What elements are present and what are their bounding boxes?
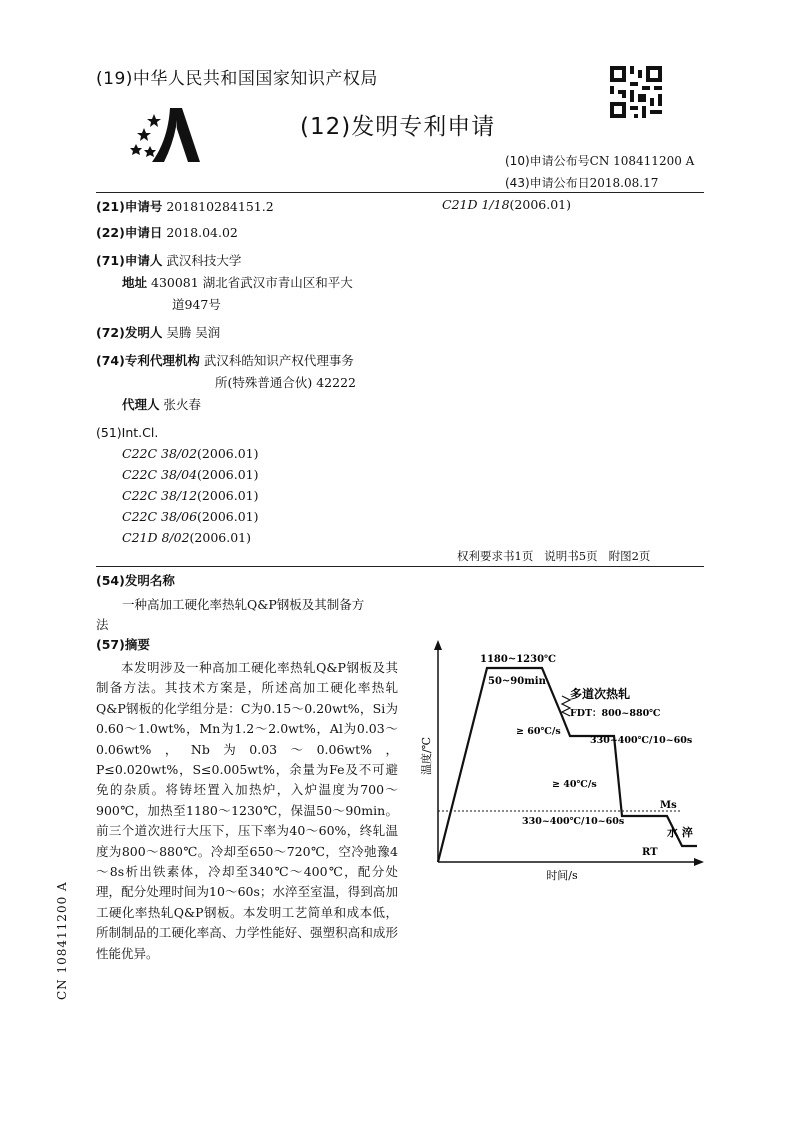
biblio-divider: [96, 566, 704, 567]
cnipa-logo: [130, 100, 212, 170]
header-divider: [96, 192, 704, 193]
publication-number-row: [505, 152, 694, 169]
ipc-version: (2006.01): [197, 509, 259, 524]
rt-label: RT: [642, 847, 658, 858]
application-number-field: [96, 196, 274, 217]
title-label: [96, 570, 175, 591]
pub-no: CN 108411200 A: [589, 154, 695, 168]
side-publication-number: CN 108411200 A: [55, 881, 69, 1000]
document-type: (12)发明专利申请: [300, 114, 496, 140]
pages-note: 权利要求书1页 说明书5页 附图2页: [457, 549, 651, 563]
ipc-item: [122, 488, 258, 503]
ipc-code: C22C 38/04: [122, 467, 198, 482]
publication-date-row: [505, 174, 658, 191]
agent-label: 代理人: [122, 397, 160, 412]
app-date-label: (22)申请日: [96, 225, 163, 240]
rolling-zigzag-icon: [562, 696, 570, 716]
hold-time-label: 50~90min: [488, 676, 546, 687]
abstract-label-text: (57)摘要: [96, 637, 150, 652]
app-no: 201810284151.2: [166, 199, 274, 214]
y-axis-arrow-icon: [434, 640, 442, 650]
ipc-item: [122, 446, 258, 461]
pub-date: 2018.08.17: [589, 176, 659, 190]
ipc-code: C22C 38/12: [122, 488, 198, 503]
agent-field: [122, 394, 201, 415]
agency-label: (74)专利代理机构: [96, 353, 200, 368]
ipc-code: C21D 8/02: [122, 530, 190, 545]
agency-line-2: 所(特殊普通合伙) 42222: [215, 375, 356, 390]
x-axis-label: 时间/s: [546, 869, 578, 882]
invention-title-line-2: 法: [96, 617, 109, 632]
ipc-item: [122, 530, 251, 545]
ipc-version: (2006.01): [197, 467, 259, 482]
inventor-label: (72)发明人: [96, 325, 163, 340]
applicant-label: (71)申请人: [96, 253, 163, 268]
qr-code-icon[interactable]: [610, 66, 662, 118]
partition-2-label: 330~400℃/10~60s: [522, 816, 625, 827]
ipc-right-code: C21D 1/18: [442, 197, 510, 212]
address-line-1: 430081 湖北省武汉市青山区和平大: [151, 275, 353, 290]
agency-line-1: 武汉科皓知识产权代理事务: [203, 353, 354, 368]
abstract-text: 本发明涉及一种高加工硬化率热轧Q&P钢板及其制备方法。其技术方案是，所述高加工硬化率热轧Q&P钢板的化学组分是：C为0.15～0.20wt%，Si为0.60～1.0wt%，Mn为1.2～2.0wt%，Al为0.03～0.06wt%，Nb为0.03～0.06wt%，P≤0.020wt%，S≤0.005wt%，余量为Fe及不可避免的杂质。将铸坯置入加热炉，入炉温度为700～900℃，加热至1180～1230℃，保温50～90min。前三个道次进行大压下，压下率为40～60%，终轧温度为800～880℃。冷却至650～720℃，空冷弛豫4～8s析出铁素体，冷却至340℃～400℃，配分处理，配分处理时间为10～60s；水淬至室温，得到高加工硬化率热轧Q&P钢板。本发明工艺简单和成本低，所制制品的工硬化率高、力学性能好、强塑积高和成形性能优异。: [96, 660, 398, 961]
ipc-item: [122, 467, 258, 482]
address-label: 地址: [122, 275, 148, 290]
partition-1-label: 330~400℃/10~60s: [590, 735, 693, 746]
cooling-rate-1-label: ≥ 60℃/s: [516, 726, 561, 737]
agent: 张火春: [163, 397, 202, 412]
ipc-version: (2006.01): [197, 488, 259, 503]
address-line-2: 道947号: [172, 297, 221, 312]
ipc-right-version: (2006.01): [509, 197, 571, 212]
ipc-code: C22C 38/02: [122, 446, 198, 461]
applicant-field: [96, 250, 241, 271]
ms-label: Ms: [660, 800, 677, 811]
address-field: [122, 272, 353, 293]
applicant: 武汉科技大学: [166, 253, 242, 268]
cooling-rate-2-label: ≥ 40℃/s: [552, 779, 597, 790]
ipc-version: (2006.01): [197, 446, 259, 461]
inventors: 吴腾 吴润: [166, 325, 221, 340]
app-no-label: (21)申请号: [96, 199, 163, 214]
ipc-version: (2006.01): [189, 530, 251, 545]
pub-no-label: (10)申请公布号: [505, 154, 590, 168]
title-label-text: (54)发明名称: [96, 573, 175, 588]
ipc-right: [442, 197, 571, 212]
ipc-item: [122, 509, 258, 524]
app-date: 2018.04.02: [166, 225, 238, 240]
office-name: (19)中华人民共和国国家知识产权局: [96, 69, 378, 89]
invention-title-line-1: 一种高加工硬化率热轧Q&P钢板及其制备方: [122, 597, 365, 612]
x-axis-arrow-icon: [694, 858, 704, 866]
process-curve: [438, 668, 697, 862]
abstract-label: [96, 634, 150, 655]
agency-field: [96, 350, 354, 371]
process-diagram: [412, 636, 712, 886]
inventor-field: [96, 322, 220, 343]
application-date-field: [96, 222, 238, 243]
heating-temp-label: 1180~1230℃: [480, 654, 557, 665]
pub-date-label: (43)申请公布日: [505, 176, 590, 190]
rolling-label: 多道次热轧: [570, 687, 631, 701]
fdt-label: FDT：800~880℃: [570, 708, 661, 719]
ipc-code: C22C 38/06: [122, 509, 198, 524]
y-axis-label: 温度/℃: [420, 736, 433, 776]
int-cl-label: (51)Int.Cl.: [96, 425, 159, 440]
quench-label: 水 淬: [667, 826, 693, 839]
